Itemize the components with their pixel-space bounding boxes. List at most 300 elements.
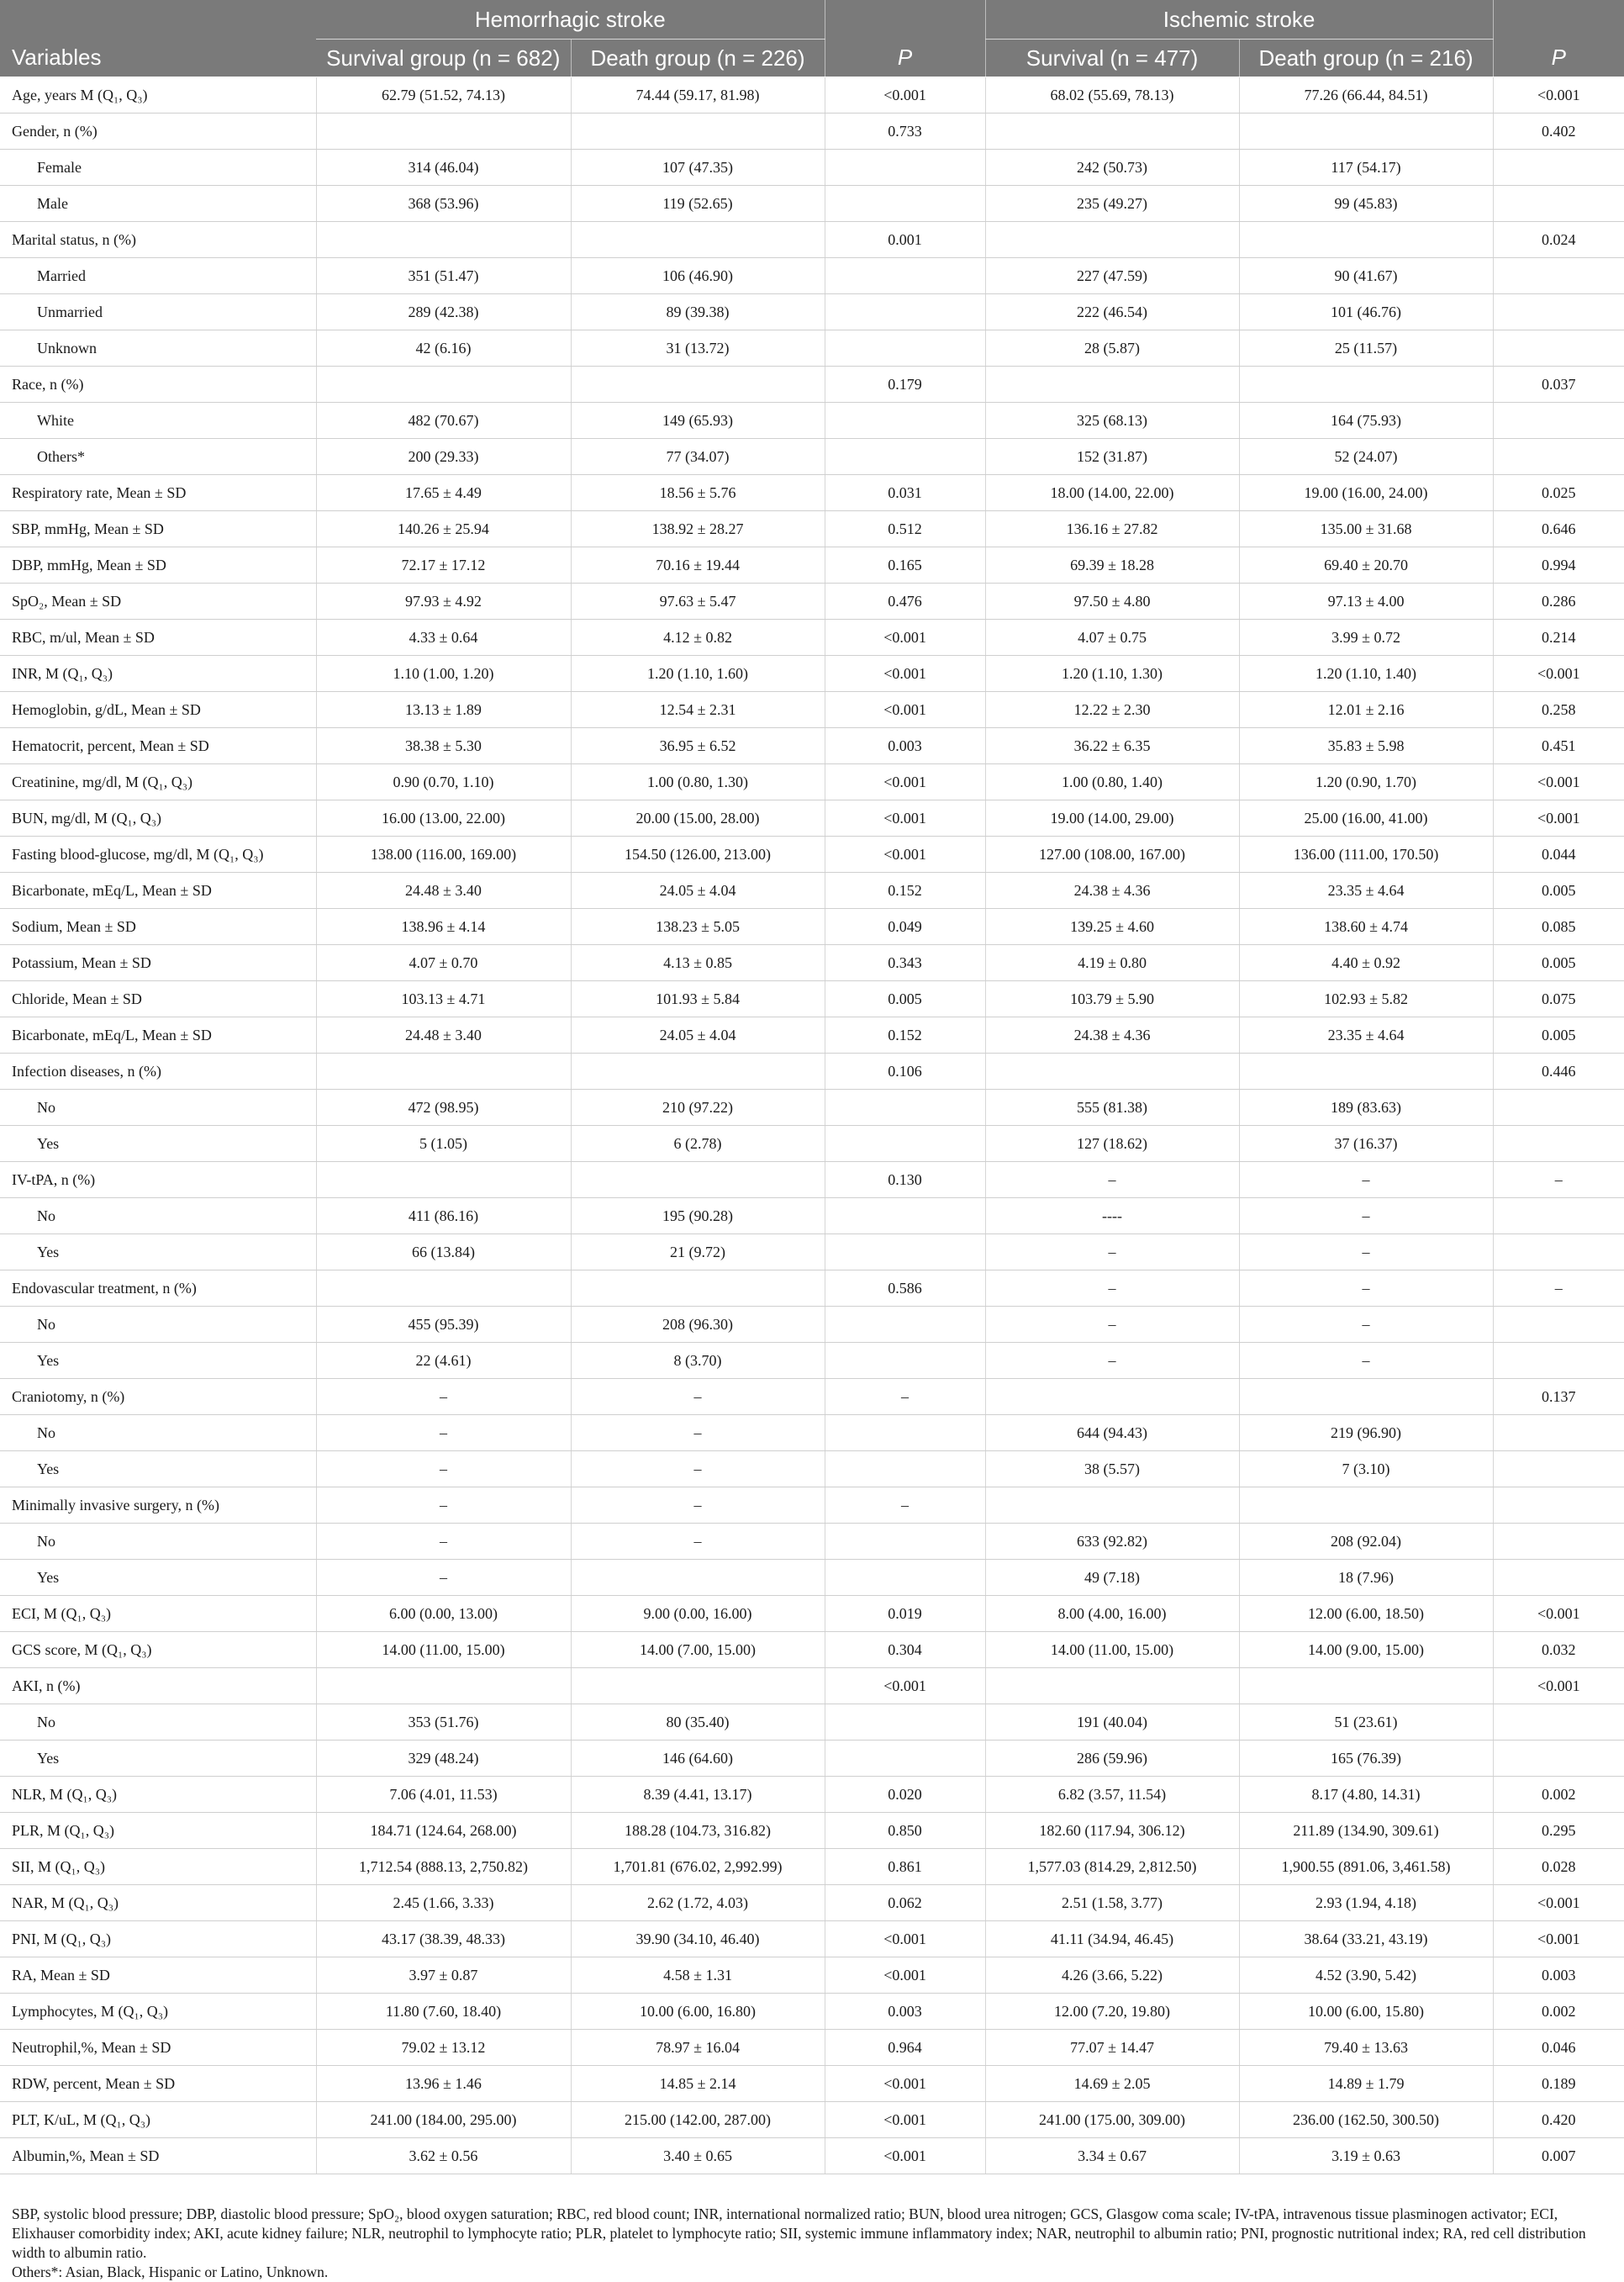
h-death-cell: 89 (39.38): [571, 294, 825, 330]
h-survival-cell: 13.13 ± 1.89: [316, 692, 571, 728]
variable-label: RDW, percent, Mean ± SD: [0, 2066, 316, 2102]
i-survival-cell: 633 (92.82): [985, 1524, 1239, 1560]
i-survival-cell: 4.26 (3.66, 5.22): [985, 1957, 1239, 1994]
i-survival-cell: [985, 367, 1239, 403]
i-survival-cell: 28 (5.87): [985, 330, 1239, 367]
h-death-cell: 154.50 (126.00, 213.00): [571, 837, 825, 873]
i-p-value-cell: [1493, 294, 1624, 330]
h-death-cell: 12.54 ± 2.31: [571, 692, 825, 728]
table-row: [0, 403, 1624, 439]
h-p-value-cell: [825, 258, 985, 294]
h-p-value-cell: <0.001: [825, 2138, 985, 2174]
i-p-header: [1493, 40, 1624, 77]
h-death-cell: 210 (97.22): [571, 1090, 825, 1126]
i-death-cell: 219 (96.90): [1239, 1415, 1493, 1451]
i-p-value-cell: <0.001: [1493, 764, 1624, 800]
i-p-value-cell: 0.446: [1493, 1054, 1624, 1090]
h-p-value-cell: [825, 1234, 985, 1270]
table-row: [0, 1632, 1624, 1668]
table-row: [0, 547, 1624, 584]
variable-label: INR, M (Q₁, Q₃): [0, 656, 316, 692]
h-p-value-cell: 0.106: [825, 1054, 985, 1090]
i-survival-cell: 644 (94.43): [985, 1415, 1239, 1451]
table-row: [0, 656, 1624, 692]
i-survival-cell: 69.39 ± 18.28: [985, 547, 1239, 584]
i-death-cell: 51 (23.61): [1239, 1704, 1493, 1741]
h-death-cell: 101.93 ± 5.84: [571, 981, 825, 1017]
h-p-value-cell: 0.512: [825, 511, 985, 547]
h-survival-cell: 455 (95.39): [316, 1307, 571, 1343]
table-row: [0, 837, 1624, 873]
i-death-cell: 7 (3.10): [1239, 1451, 1493, 1487]
i-death-cell: 3.19 ± 0.63: [1239, 2138, 1493, 2174]
h-survival-cell: 103.13 ± 4.71: [316, 981, 571, 1017]
i-p-label: P: [1551, 45, 1566, 71]
i-survival-cell: 1.20 (1.10, 1.30): [985, 656, 1239, 692]
i-p-value-cell: 0.024: [1493, 222, 1624, 258]
h-p-value-cell: 0.850: [825, 1813, 985, 1849]
i-survival-cell: –: [985, 1343, 1239, 1379]
i-survival-cell: 1,577.03 (814.29, 2,812.50): [985, 1849, 1239, 1885]
h-survival-cell: 2.45 (1.66, 3.33): [316, 1885, 571, 1921]
h-p-value-cell: 0.304: [825, 1632, 985, 1668]
i-death-cell: –: [1239, 1198, 1493, 1234]
h-survival-cell: [316, 1162, 571, 1198]
table-row: [0, 2030, 1624, 2066]
h-death-header: Death group (n = 226): [571, 40, 825, 77]
i-death-cell: 25 (11.57): [1239, 330, 1493, 367]
i-survival-cell: [985, 1487, 1239, 1524]
h-survival-cell: 241.00 (184.00, 295.00): [316, 2102, 571, 2138]
h-death-cell: 9.00 (0.00, 16.00): [571, 1596, 825, 1632]
hemorrhagic-stroke-header: Hemorrhagic stroke: [316, 0, 825, 40]
h-p-value-cell: [825, 1307, 985, 1343]
h-p-value-cell: <0.001: [825, 1957, 985, 1994]
i-p-value-cell: 0.046: [1493, 2030, 1624, 2066]
i-survival-cell: 286 (59.96): [985, 1741, 1239, 1777]
h-death-cell: 215.00 (142.00, 287.00): [571, 2102, 825, 2138]
table-row: [0, 1849, 1624, 1885]
i-death-cell: 14.00 (9.00, 15.00): [1239, 1632, 1493, 1668]
h-p-value-cell: [825, 294, 985, 330]
table-row: [0, 873, 1624, 909]
i-p-value-cell: [1493, 1090, 1624, 1126]
h-p-value-cell: [825, 1524, 985, 1560]
h-p-value-cell: [825, 1415, 985, 1451]
i-p-value-cell: 0.258: [1493, 692, 1624, 728]
variable-label: Endovascular treatment, n (%): [0, 1270, 316, 1307]
h-p-value-cell: [825, 1090, 985, 1126]
i-survival-cell: 12.22 ± 2.30: [985, 692, 1239, 728]
h-death-cell: 1.20 (1.10, 1.60): [571, 656, 825, 692]
h-p-value-cell: 0.152: [825, 873, 985, 909]
header-blank-cell: [0, 0, 316, 40]
i-p-value-cell: [1493, 150, 1624, 186]
table-row: [0, 1198, 1624, 1234]
h-survival-cell: –: [316, 1415, 571, 1451]
variable-label: ECI, M (Q₁, Q₃): [0, 1596, 316, 1632]
table-row: [0, 1668, 1624, 1704]
variable-label: Gender, n (%): [0, 114, 316, 150]
table-row: [0, 1921, 1624, 1957]
table-row: [0, 1451, 1624, 1487]
i-death-cell: 135.00 ± 31.68: [1239, 511, 1493, 547]
h-death-cell: [571, 1270, 825, 1307]
h-survival-cell: –: [316, 1560, 571, 1596]
i-p-value-cell: [1493, 1451, 1624, 1487]
h-p-value-cell: <0.001: [825, 2066, 985, 2102]
i-death-cell: 52 (24.07): [1239, 439, 1493, 475]
i-death-cell: 208 (92.04): [1239, 1524, 1493, 1560]
i-p-value-cell: [1493, 1198, 1624, 1234]
h-p-value-cell: 0.003: [825, 728, 985, 764]
i-p-value-cell: [1493, 186, 1624, 222]
h-p-value-cell: [825, 1126, 985, 1162]
variable-label: No: [0, 1524, 316, 1560]
variable-label: Potassium, Mean ± SD: [0, 945, 316, 981]
h-survival-cell: 66 (13.84): [316, 1234, 571, 1270]
i-p-value-cell: 0.007: [1493, 2138, 1624, 2174]
variable-label: Female: [0, 150, 316, 186]
i-p-value-cell: [1493, 1741, 1624, 1777]
h-survival-cell: 329 (48.24): [316, 1741, 571, 1777]
h-survival-cell: 3.97 ± 0.87: [316, 1957, 571, 1994]
i-death-cell: 69.40 ± 20.70: [1239, 547, 1493, 584]
h-death-cell: 1,701.81 (676.02, 2,992.99): [571, 1849, 825, 1885]
i-p-value-cell: [1493, 439, 1624, 475]
i-death-cell: 136.00 (111.00, 170.50): [1239, 837, 1493, 873]
i-survival-cell: 97.50 ± 4.80: [985, 584, 1239, 620]
h-death-cell: 195 (90.28): [571, 1198, 825, 1234]
i-death-cell: 90 (41.67): [1239, 258, 1493, 294]
h-death-cell: 106 (46.90): [571, 258, 825, 294]
h-death-cell: 4.12 ± 0.82: [571, 620, 825, 656]
i-p-value-cell: <0.001: [1493, 1668, 1624, 1704]
h-p-value-cell: <0.001: [825, 656, 985, 692]
table-row: [0, 1126, 1624, 1162]
variable-label: Lymphocytes, M (Q₁, Q₃): [0, 1994, 316, 2030]
i-survival-cell: 325 (68.13): [985, 403, 1239, 439]
variable-label: Neutrophil,%, Mean ± SD: [0, 2030, 316, 2066]
i-p-value-cell: 0.005: [1493, 873, 1624, 909]
i-p-value-cell: <0.001: [1493, 1921, 1624, 1957]
variable-label: AKI, n (%): [0, 1668, 316, 1704]
table-row: [0, 764, 1624, 800]
h-death-cell: 18.56 ± 5.76: [571, 475, 825, 511]
i-survival-cell: 4.19 ± 0.80: [985, 945, 1239, 981]
h-p-value-cell: [825, 1704, 985, 1741]
h-death-cell: –: [571, 1487, 825, 1524]
table-row: [0, 1741, 1624, 1777]
table-row: [0, 1379, 1624, 1415]
i-survival-header: Survival (n = 477): [985, 40, 1239, 77]
i-survival-cell: 36.22 ± 6.35: [985, 728, 1239, 764]
h-death-cell: 24.05 ± 4.04: [571, 1017, 825, 1054]
i-death-cell: 165 (76.39): [1239, 1741, 1493, 1777]
h-survival-cell: 138.00 (116.00, 169.00): [316, 837, 571, 873]
table-row: [0, 1957, 1624, 1994]
i-survival-cell: 6.82 (3.57, 11.54): [985, 1777, 1239, 1813]
variable-label: Fasting blood-glucose, mg/dl, M (Q₁, Q₃): [0, 837, 316, 873]
i-survival-cell: 1.00 (0.80, 1.40): [985, 764, 1239, 800]
h-survival-cell: 140.26 ± 25.94: [316, 511, 571, 547]
h-p-value-cell: 0.152: [825, 1017, 985, 1054]
i-survival-cell: [985, 1668, 1239, 1704]
table-row: [0, 367, 1624, 403]
i-death-cell: 19.00 (16.00, 24.00): [1239, 475, 1493, 511]
variable-label: Minimally invasive surgery, n (%): [0, 1487, 316, 1524]
h-death-cell: 77 (34.07): [571, 439, 825, 475]
variable-label: No: [0, 1415, 316, 1451]
table-row: [0, 2102, 1624, 2138]
h-p-value-cell: [825, 186, 985, 222]
i-survival-cell: [985, 1379, 1239, 1415]
i-p-value-cell: [1493, 1560, 1624, 1596]
h-p-value-cell: 0.001: [825, 222, 985, 258]
i-survival-cell: 24.38 ± 4.36: [985, 873, 1239, 909]
i-survival-cell: 241.00 (175.00, 309.00): [985, 2102, 1239, 2138]
i-survival-cell: 103.79 ± 5.90: [985, 981, 1239, 1017]
i-survival-cell: 49 (7.18): [985, 1560, 1239, 1596]
h-death-cell: 74.44 (59.17, 81.98): [571, 77, 825, 114]
h-death-cell: 4.58 ± 1.31: [571, 1957, 825, 1994]
h-survival-cell: 200 (29.33): [316, 439, 571, 475]
variable-label: No: [0, 1090, 316, 1126]
h-death-cell: –: [571, 1524, 825, 1560]
variable-label: Married: [0, 258, 316, 294]
abbreviations-note: SBP, systolic blood pressure; DBP, diastolic blood pressure; SpO₂, blood oxygen saturation; RBC, red blood count; INR, international normalized ratio; BUN, blood urea nitrogen; GCS, Glasgow coma scale; IV-tPA, intravenous tissue plasminogen activator; ECI, Elixhauser comorbidity index; AKI, acute kidney failure; NLR, neutrophil to lymphocyte ratio; PLR, platelet to lymphocyte ratio; SII, systemic immune inflammatory index; NAR, neutrophil to albumin ratio; PNI, prognostic nutritional index; RA, red cell distribution width to albumin ratio.: [12, 2205, 1586, 2261]
i-p-value-cell: [1493, 1487, 1624, 1524]
h-p-value-cell: <0.001: [825, 837, 985, 873]
i-death-cell: [1239, 1379, 1493, 1415]
h-survival-cell: 1,712.54 (888.13, 2,750.82): [316, 1849, 571, 1885]
i-survival-cell: 139.25 ± 4.60: [985, 909, 1239, 945]
h-survival-cell: 72.17 ± 17.12: [316, 547, 571, 584]
h-p-value-cell: 0.964: [825, 2030, 985, 2066]
i-death-header: Death group (n = 216): [1239, 40, 1493, 77]
i-p-value-cell: 0.214: [1493, 620, 1624, 656]
h-p-value-cell: 0.031: [825, 475, 985, 511]
variable-label: Sodium, Mean ± SD: [0, 909, 316, 945]
h-survival-cell: 353 (51.76): [316, 1704, 571, 1741]
i-death-cell: 99 (45.83): [1239, 186, 1493, 222]
h-survival-cell: 482 (70.67): [316, 403, 571, 439]
h-p-value-cell: [825, 1451, 985, 1487]
h-survival-cell: 62.79 (51.52, 74.13): [316, 77, 571, 114]
i-survival-cell: [985, 222, 1239, 258]
table-row: [0, 114, 1624, 150]
i-death-cell: 4.40 ± 0.92: [1239, 945, 1493, 981]
variable-label: White: [0, 403, 316, 439]
i-death-cell: [1239, 1668, 1493, 1704]
variable-label: Unmarried: [0, 294, 316, 330]
ischemic-stroke-header: Ischemic stroke: [985, 0, 1493, 40]
variable-label: RBC, m/ul, Mean ± SD: [0, 620, 316, 656]
variable-label: Craniotomy, n (%): [0, 1379, 316, 1415]
h-death-cell: 146 (64.60): [571, 1741, 825, 1777]
variable-label: Yes: [0, 1234, 316, 1270]
variable-label: No: [0, 1307, 316, 1343]
i-p-value-cell: –: [1493, 1162, 1624, 1198]
h-death-cell: 138.92 ± 28.27: [571, 511, 825, 547]
i-death-cell: 138.60 ± 4.74: [1239, 909, 1493, 945]
h-p-value-cell: <0.001: [825, 2102, 985, 2138]
h-death-cell: [571, 1054, 825, 1090]
i-survival-cell: 4.07 ± 0.75: [985, 620, 1239, 656]
h-p-value-cell: 0.733: [825, 114, 985, 150]
i-p-value-cell: [1493, 1343, 1624, 1379]
h-p-value-cell: <0.001: [825, 620, 985, 656]
h-death-cell: 8 (3.70): [571, 1343, 825, 1379]
h-p-value-cell: 0.343: [825, 945, 985, 981]
h-p-value-cell: <0.001: [825, 692, 985, 728]
h-survival-cell: 289 (42.38): [316, 294, 571, 330]
h-p-value-cell: <0.001: [825, 1668, 985, 1704]
table-row: [0, 475, 1624, 511]
h-death-cell: 149 (65.93): [571, 403, 825, 439]
table-row: [0, 1524, 1624, 1560]
table-row: [0, 981, 1624, 1017]
i-survival-cell: 8.00 (4.00, 16.00): [985, 1596, 1239, 1632]
i-death-cell: 97.13 ± 4.00: [1239, 584, 1493, 620]
h-death-cell: 2.62 (1.72, 4.03): [571, 1885, 825, 1921]
h-survival-cell: 0.90 (0.70, 1.10): [316, 764, 571, 800]
h-death-cell: 31 (13.72): [571, 330, 825, 367]
i-p-value-cell: 0.189: [1493, 2066, 1624, 2102]
i-p-value-cell: [1493, 1234, 1624, 1270]
h-p-value-cell: –: [825, 1379, 985, 1415]
table-body: [0, 77, 1624, 2174]
table-row: [0, 1090, 1624, 1126]
h-survival-cell: 6.00 (0.00, 13.00): [316, 1596, 571, 1632]
i-death-cell: [1239, 222, 1493, 258]
h-p-value-cell: 0.861: [825, 1849, 985, 1885]
h-p-header: [825, 40, 985, 77]
variable-label: Hemoglobin, g/dL, Mean ± SD: [0, 692, 316, 728]
h-death-cell: 138.23 ± 5.05: [571, 909, 825, 945]
table-row: [0, 150, 1624, 186]
variable-label: Age, years M (Q₁, Q₃): [0, 77, 316, 114]
table-row: [0, 1777, 1624, 1813]
h-death-cell: [571, 367, 825, 403]
h-death-cell: 78.97 ± 16.04: [571, 2030, 825, 2066]
i-death-cell: [1239, 1487, 1493, 1524]
i-death-cell: 211.89 (134.90, 309.61): [1239, 1813, 1493, 1849]
h-death-cell: 6 (2.78): [571, 1126, 825, 1162]
i-survival-cell: 12.00 (7.20, 19.80): [985, 1994, 1239, 2030]
others-note: Others*: Asian, Black, Hispanic or Latino, Unknown.: [12, 2264, 329, 2280]
variable-label: Race, n (%): [0, 367, 316, 403]
i-p-value-cell: [1493, 1415, 1624, 1451]
h-p-value-cell: <0.001: [825, 1921, 985, 1957]
i-death-cell: –: [1239, 1343, 1493, 1379]
h-death-cell: 70.16 ± 19.44: [571, 547, 825, 584]
table-row: [0, 258, 1624, 294]
i-death-cell: 18 (7.96): [1239, 1560, 1493, 1596]
table-row: [0, 1270, 1624, 1307]
i-p-value-cell: 0.137: [1493, 1379, 1624, 1415]
h-survival-cell: 17.65 ± 4.49: [316, 475, 571, 511]
variable-label: Yes: [0, 1560, 316, 1596]
h-survival-cell: 3.62 ± 0.56: [316, 2138, 571, 2174]
h-death-cell: 107 (47.35): [571, 150, 825, 186]
h-survival-cell: 368 (53.96): [316, 186, 571, 222]
i-p-value-cell: [1493, 1524, 1624, 1560]
h-p-value-cell: <0.001: [825, 77, 985, 114]
h-p-label: P: [897, 45, 913, 71]
table-row: [0, 77, 1624, 114]
h-survival-cell: 24.48 ± 3.40: [316, 873, 571, 909]
h-death-cell: 39.90 (34.10, 46.40): [571, 1921, 825, 1957]
h-death-cell: 208 (96.30): [571, 1307, 825, 1343]
variable-label: No: [0, 1704, 316, 1741]
i-p-value-cell: 0.002: [1493, 1994, 1624, 2030]
h-survival-cell: –: [316, 1524, 571, 1560]
variable-label: IV-tPA, n (%): [0, 1162, 316, 1198]
h-death-cell: 14.00 (7.00, 15.00): [571, 1632, 825, 1668]
h-p-value-cell: 0.049: [825, 909, 985, 945]
h-p-value-cell: [825, 150, 985, 186]
i-survival-cell: –: [985, 1270, 1239, 1307]
variable-label: Creatinine, mg/dl, M (Q₁, Q₃): [0, 764, 316, 800]
h-p-value-cell: [825, 1343, 985, 1379]
i-p-value-cell: [1493, 403, 1624, 439]
h-survival-cell: 79.02 ± 13.12: [316, 2030, 571, 2066]
h-survival-cell: 314 (46.04): [316, 150, 571, 186]
h-p-value-cell: [825, 1560, 985, 1596]
h-survival-cell: [316, 367, 571, 403]
i-p-value-cell: <0.001: [1493, 1596, 1624, 1632]
h-survival-cell: [316, 1270, 571, 1307]
h-survival-cell: [316, 1668, 571, 1704]
variable-label: SBP, mmHg, Mean ± SD: [0, 511, 316, 547]
variable-label: Yes: [0, 1343, 316, 1379]
h-death-cell: 21 (9.72): [571, 1234, 825, 1270]
table-row: [0, 1813, 1624, 1849]
i-death-cell: 8.17 (4.80, 14.31): [1239, 1777, 1493, 1813]
i-survival-cell: 41.11 (34.94, 46.45): [985, 1921, 1239, 1957]
i-survival-cell: –: [985, 1162, 1239, 1198]
table-row: [0, 728, 1624, 764]
table-row: [0, 620, 1624, 656]
variable-label: Unknown: [0, 330, 316, 367]
variable-label: PNI, M (Q₁, Q₃): [0, 1921, 316, 1957]
i-death-cell: 10.00 (6.00, 15.80): [1239, 1994, 1493, 2030]
table-row: [0, 909, 1624, 945]
i-p-value-cell: 0.402: [1493, 114, 1624, 150]
h-survival-cell: 13.96 ± 1.46: [316, 2066, 571, 2102]
i-death-cell: 1.20 (1.10, 1.40): [1239, 656, 1493, 692]
i-survival-cell: 24.38 ± 4.36: [985, 1017, 1239, 1054]
i-p-value-cell: 0.005: [1493, 945, 1624, 981]
h-survival-cell: 351 (51.47): [316, 258, 571, 294]
h-p-value-cell: 0.019: [825, 1596, 985, 1632]
h-death-cell: 14.85 ± 2.14: [571, 2066, 825, 2102]
i-survival-cell: 136.16 ± 27.82: [985, 511, 1239, 547]
i-p-value-cell: 0.646: [1493, 511, 1624, 547]
h-p-value-cell: 0.586: [825, 1270, 985, 1307]
i-p-value-cell: 0.003: [1493, 1957, 1624, 1994]
variable-label: Others*: [0, 439, 316, 475]
i-survival-cell: 555 (81.38): [985, 1090, 1239, 1126]
i-p-value-cell: 0.025: [1493, 475, 1624, 511]
variable-label: DBP, mmHg, Mean ± SD: [0, 547, 316, 584]
i-survival-cell: 227 (47.59): [985, 258, 1239, 294]
h-survival-cell: [316, 222, 571, 258]
header-blank-cell: [1493, 0, 1624, 40]
i-p-value-cell: 0.994: [1493, 547, 1624, 584]
i-survival-cell: 127.00 (108.00, 167.00): [985, 837, 1239, 873]
